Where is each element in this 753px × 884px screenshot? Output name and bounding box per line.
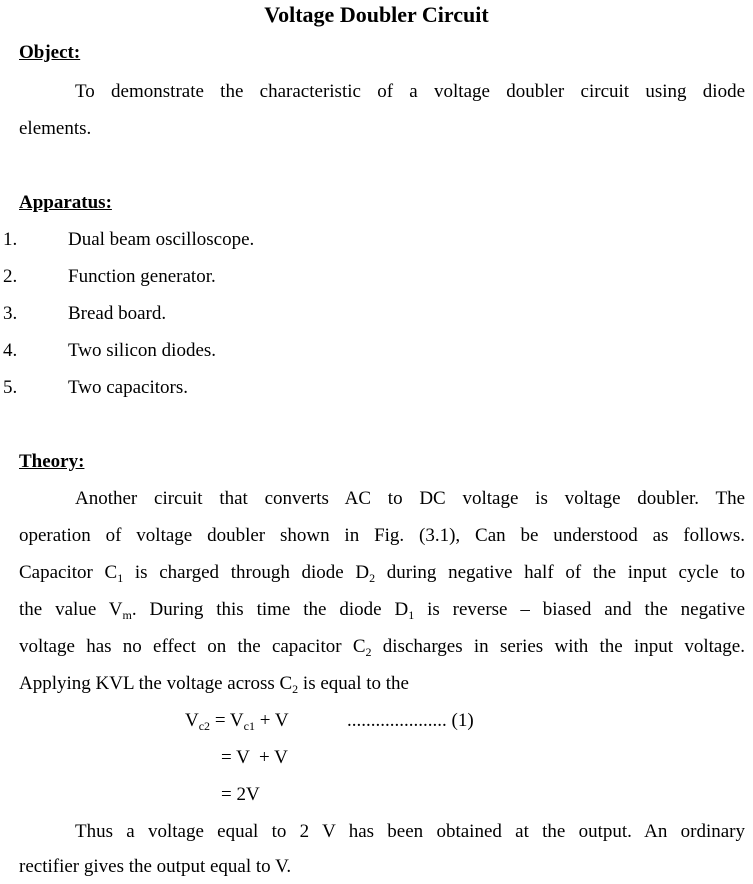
object-text-line-2: elements.: [19, 118, 92, 139]
text-segment: Capacitor C: [19, 562, 118, 583]
list-item: Function generator.: [68, 266, 216, 287]
list-item-number: 5.: [3, 377, 18, 398]
apparatus-heading: Apparatus:: [19, 192, 112, 213]
list-item-number: 1.: [3, 229, 18, 250]
theory-text-line-4: [19, 599, 745, 621]
subscript: m: [122, 608, 132, 622]
text-segment: Applying KVL the voltage across C: [19, 673, 293, 694]
page-title: Voltage Doubler Circuit: [264, 2, 489, 27]
subscript: c2: [198, 719, 211, 733]
list-item: Bread board.: [68, 303, 167, 324]
text-segment: is reverse – biased and the negative: [414, 599, 745, 620]
text-segment: discharges in series with the input voltage.: [371, 636, 745, 657]
theory-heading: Theory:: [19, 451, 85, 472]
theory-text-line-2: operation of voltage doubler shown in Fig. (3.1), Can be understood as follows.: [19, 525, 745, 546]
theory-text-line-8: rectifier gives the output equal to V.: [19, 856, 292, 877]
subscript: 2: [292, 682, 299, 696]
theory-text-line-3: [19, 562, 745, 584]
subscript: c1: [243, 719, 255, 733]
text-segment: V: [185, 710, 199, 731]
subscript: 2: [369, 571, 376, 585]
text-segment: . During this time the diode D: [131, 599, 409, 620]
subscript: 1: [408, 608, 415, 622]
list-item-number: 3.: [3, 303, 18, 324]
list-item: Dual beam oscilloscope.: [68, 229, 255, 250]
theory-text-line-6: [19, 673, 409, 695]
text-segment: = V: [210, 710, 244, 731]
list-item-number: 2.: [3, 266, 18, 287]
list-item-number: 4.: [3, 340, 18, 361]
text-segment: is equal to the: [298, 673, 409, 694]
equation-number: ..................... (1): [347, 710, 474, 731]
object-text-line-1: To demonstrate the characteristic of a voltage doubler circuit using diode: [75, 81, 745, 102]
subscript: 2: [365, 645, 372, 659]
equation-line-3: = 2V: [221, 784, 260, 805]
list-item: Two capacitors.: [68, 377, 189, 398]
object-heading: Object:: [19, 42, 81, 63]
theory-text-line-1: Another circuit that converts AC to DC voltage is voltage doubler. The: [75, 488, 745, 509]
subscript: 1: [117, 571, 124, 585]
text-segment: voltage has no effect on the capacitor C: [19, 636, 366, 657]
text-segment: + V: [254, 710, 289, 731]
text-segment: during negative half of the input cycle to: [375, 562, 745, 583]
text-segment: is charged through diode D: [123, 562, 370, 583]
equation-line-2: = V + V: [221, 747, 288, 768]
theory-text-line-7: Thus a voltage equal to 2 V has been obtained at the output. An ordinary: [75, 821, 745, 842]
text-segment: the value V: [19, 599, 123, 620]
equation-line-1: [185, 710, 289, 732]
theory-text-line-5: [19, 636, 745, 658]
list-item: Two silicon diodes.: [68, 340, 217, 361]
